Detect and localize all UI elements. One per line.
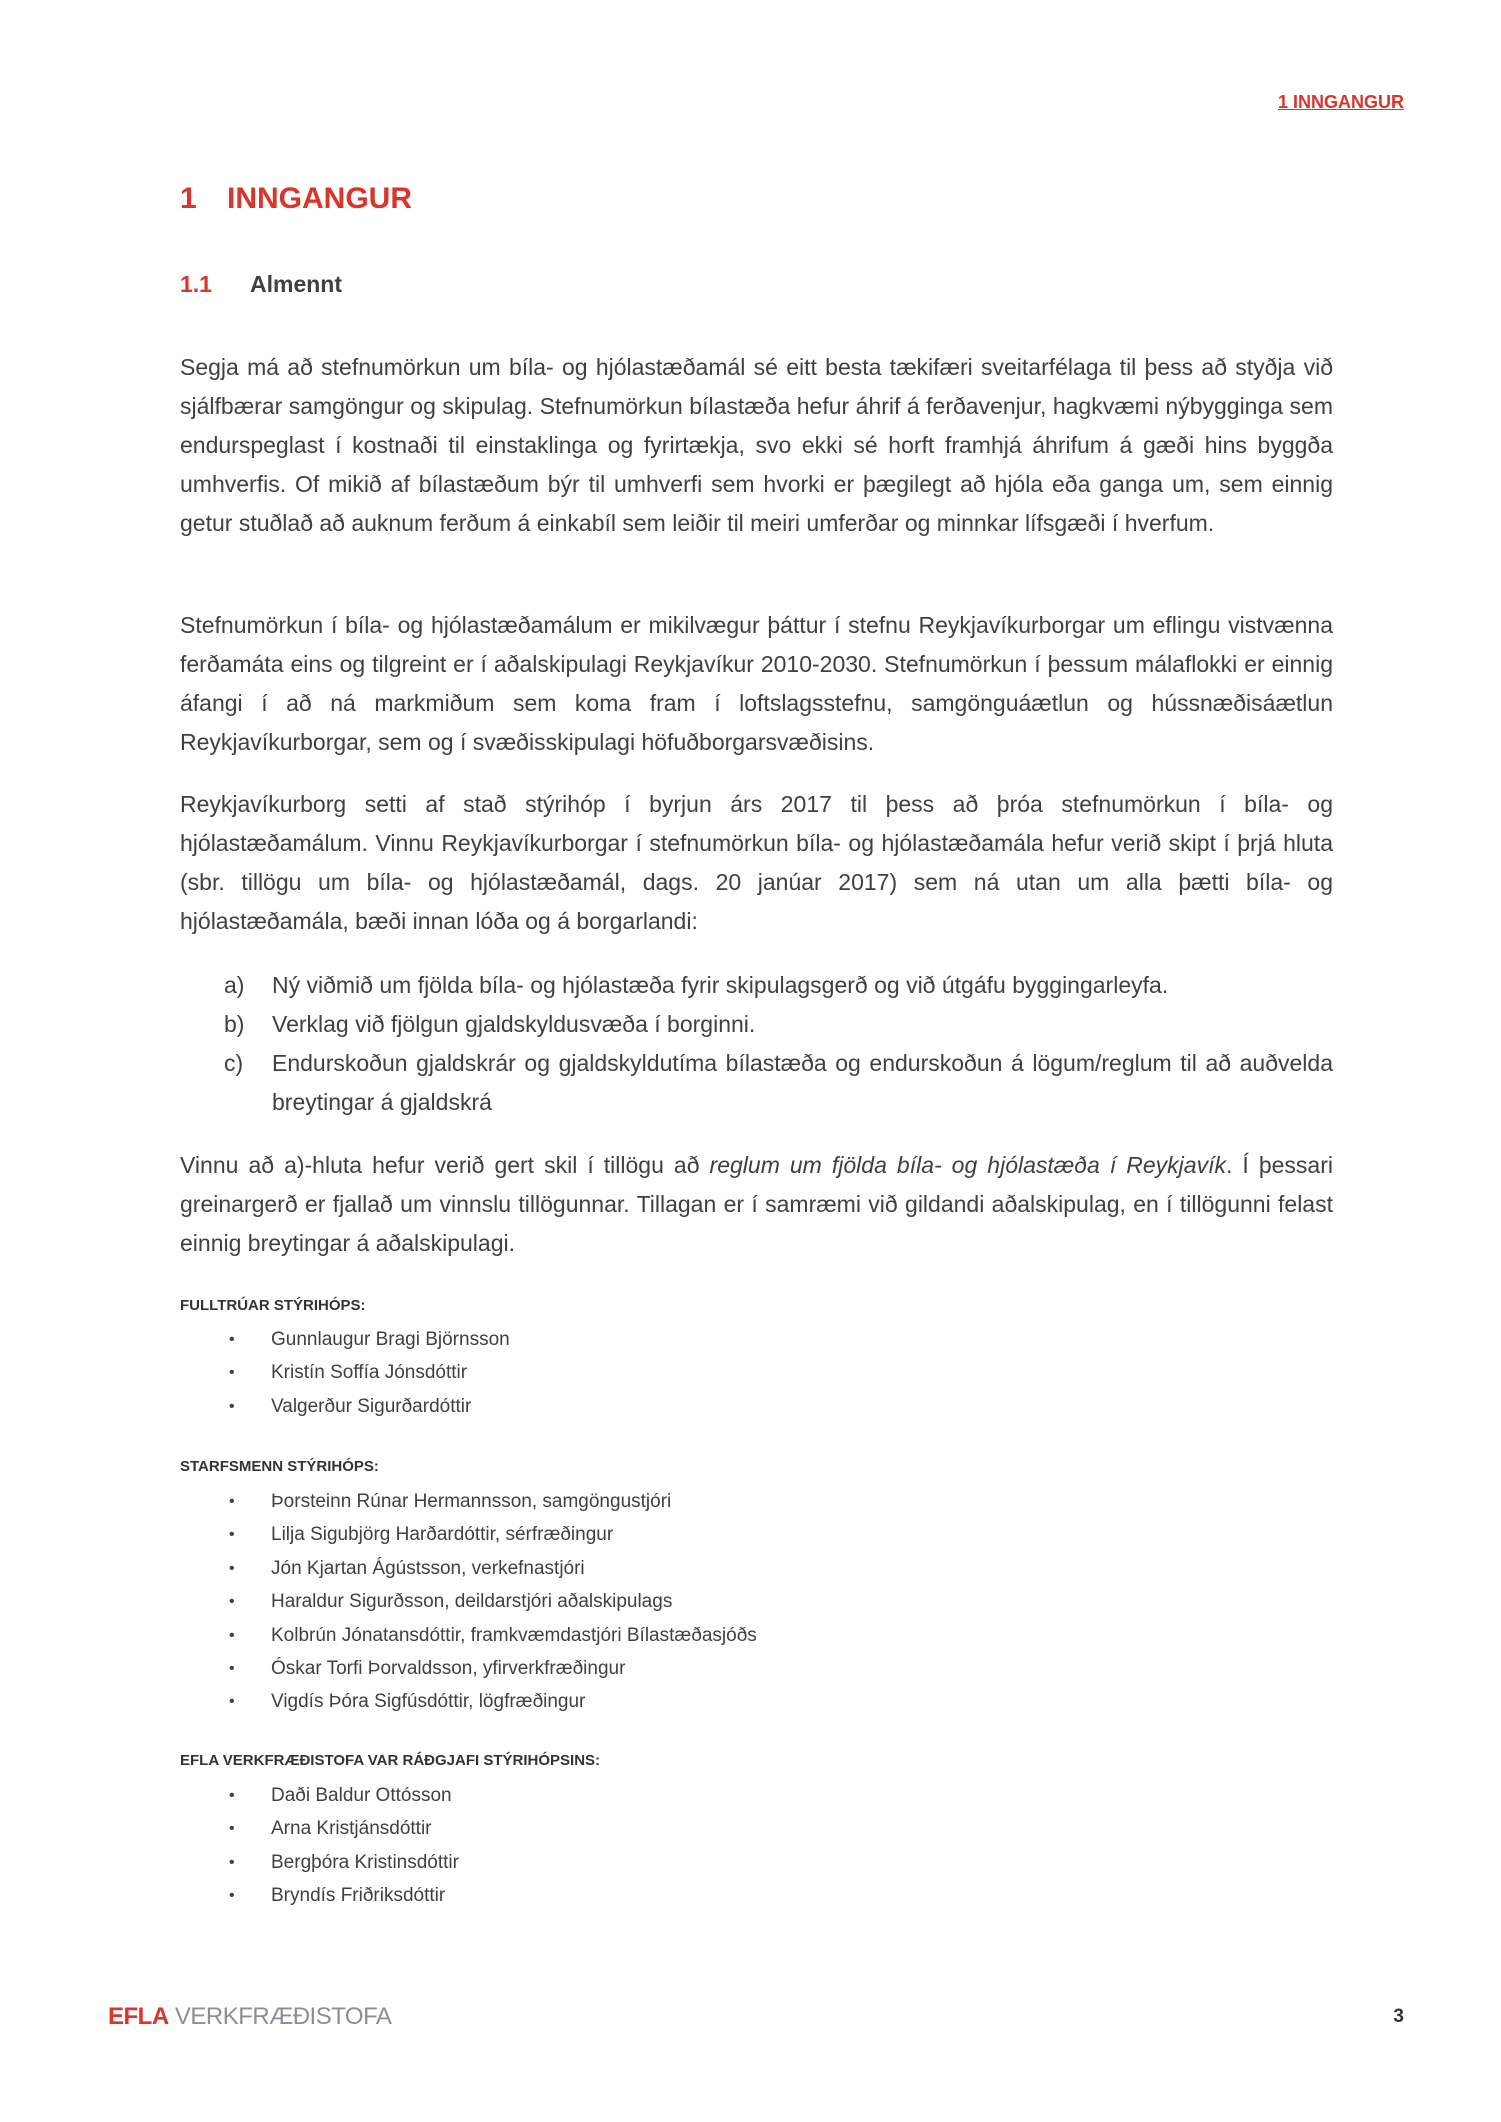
regulation-title: reglum um fjölda bíla- og hjólastæða í Reykjavík bbox=[709, 1152, 1226, 1178]
list-item bbox=[224, 1005, 1333, 1044]
chapter-heading bbox=[180, 182, 412, 216]
member-list bbox=[229, 1323, 510, 1423]
member-item bbox=[229, 1323, 510, 1356]
bullet-icon: • bbox=[229, 1626, 235, 1644]
member-item bbox=[229, 1485, 757, 1518]
list-label: c) bbox=[224, 1050, 244, 1076]
logo-text: VERKFRÆÐISTOFA bbox=[174, 2003, 392, 2030]
member-name: Bryndís Friðriksdóttir bbox=[271, 1885, 446, 1907]
member-name: Daði Baldur Ottósson bbox=[271, 1785, 452, 1806]
member-name: Lilja Sigubjörg Harðardóttir, sérfræðingur bbox=[271, 1524, 614, 1546]
text: . Í þessari greinargerð er fjallað um vinnslu tillögunnar. Tillagan er í samræmi við gildandi aðalskipulag, en í tillögunni felast einnig breytingar á aðalskipulagi. bbox=[180, 1152, 1333, 1256]
member-name: Þorsteinn Rúnar Hermannsson, samgöngustjóri bbox=[271, 1491, 672, 1512]
bullet-icon: • bbox=[229, 1559, 235, 1577]
member-item bbox=[229, 1779, 459, 1812]
bullet-icon: • bbox=[229, 1853, 235, 1871]
group-label: STARFSMENN STÝRIHÓPS: bbox=[180, 1458, 379, 1475]
member-item bbox=[229, 1585, 757, 1618]
paragraph: Segja má að stefnumörkun um bíla- og hjólastæðamál sé eitt besta tækifæri sveitarfélaga til þess að styðja við sjálfbærar samgöngur og skipulag. Stefnumörkun bílastæða hefur áhrif á ferðavenjur, hagkvæmi nýbygginga sem endurspeglast í kostnaði til einstaklinga og fyrirtækja, svo ekki sé horft framhjá áhrifum á gæði hins byggða umhverfis. Of mikið af bílastæðum býr til umhverfi sem hvorki er þægilegt að hjóla eða ganga um, sem einnig getur stuðlað að auknum ferðum á einkabíl sem leiðir til meiri umferðar og minnkar lífsgæði í hverfum. bbox=[180, 354, 1333, 536]
member-item bbox=[229, 1685, 757, 1718]
member-item bbox=[229, 1518, 757, 1551]
bullet-icon: • bbox=[229, 1397, 235, 1415]
list-label: a) bbox=[224, 972, 245, 998]
member-name: Haraldur Sigurðsson, deildarstjóri aðalskipulags bbox=[271, 1591, 673, 1613]
member-name: Kolbrún Jónatansdóttir, framkvæmdastjóri Bílastæðasjóðs bbox=[271, 1624, 757, 1646]
member-item bbox=[229, 1356, 510, 1389]
bullet-icon: • bbox=[229, 1364, 235, 1382]
bullet-icon: • bbox=[229, 1820, 235, 1838]
bullet-icon: • bbox=[229, 1331, 235, 1348]
bullet-icon: • bbox=[229, 1660, 235, 1678]
list-item bbox=[224, 966, 1333, 1005]
member-list bbox=[229, 1779, 459, 1913]
text: Vinnu að a)-hluta hefur verið gert skil í tillögu að bbox=[180, 1152, 710, 1178]
group-label: EFLA VERKFRÆÐISTOFA VAR RÁÐGJAFI STÝRIHÓPSINS: bbox=[180, 1752, 601, 1769]
closing-paragraph bbox=[180, 1146, 1333, 1263]
chapter-number: 1 bbox=[180, 182, 197, 215]
member-name: Gunnlaugur Bragi Björnsson bbox=[271, 1329, 510, 1350]
efla-logo bbox=[108, 2003, 391, 2031]
group-label: FULLTRÚAR STÝRIHÓPS: bbox=[180, 1297, 366, 1314]
section-heading bbox=[180, 271, 342, 298]
member-name: Arna Kristjánsdóttir bbox=[271, 1818, 432, 1840]
bullet-icon: • bbox=[229, 1593, 235, 1611]
chapter-title: INNGANGUR bbox=[227, 182, 412, 215]
list-text: Ný viðmið um fjölda bíla- og hjólastæða fyrir skipulagsgerð og við útgáfu byggingarleyfa. bbox=[272, 972, 1169, 998]
logo-brand: EFLA bbox=[108, 2003, 169, 2030]
member-item bbox=[229, 1390, 510, 1423]
list-text: Verklag við fjölgun gjaldskyldusvæða í borginni. bbox=[272, 1011, 756, 1037]
page-number: 3 bbox=[1393, 2006, 1404, 2027]
section-number: 1.1 bbox=[180, 271, 212, 297]
paragraph: Stefnumörkun í bíla- og hjólastæðamálum er mikilvægur þáttur í stefnu Reykjavíkurborgar um eflingu vistvænna ferðamáta eins og tilgreint er í aðalskipulagi Reykjavíkur 2010-2030. Stefnumörkun í þessum málaflokki er einnig áfangi í að ná markmiðum sem koma fram í loftslagsstefnu, samgönguáætlun og hússnæðisáætlun Reykjavíkurborgar, sem og í svæðisskipulagi höfuðborgarsvæðisins. bbox=[180, 612, 1333, 755]
member-list bbox=[229, 1485, 757, 1719]
section-title: Almennt bbox=[250, 271, 342, 297]
bullet-icon: • bbox=[229, 1526, 235, 1544]
running-header: 1 INNGANGUR bbox=[1277, 92, 1404, 112]
member-name: Jón Kjartan Ágústsson, verkefnastjóri bbox=[271, 1557, 585, 1579]
member-name: Óskar Torfi Þorvaldsson, yfirverkfræðingur bbox=[271, 1658, 626, 1680]
member-item bbox=[229, 1812, 459, 1845]
list-text: Endurskoðun gjaldskrár og gjaldskyldutíma bílastæða og endurskoðun á lögum/reglum til að auðvelda breytingar á gjaldskrá bbox=[272, 1050, 1333, 1115]
member-name: Valgerður Sigurðardóttir bbox=[271, 1395, 472, 1417]
member-item bbox=[229, 1619, 757, 1652]
member-name: Vigdís Þóra Sigfúsdóttir, lögfræðingur bbox=[271, 1691, 586, 1713]
paragraph: Reykjavíkurborg setti af stað stýrihóp í byrjun árs 2017 til þess að þróa stefnumörkun í bíla- og hjólastæðamálum. Vinnu Reykjavíkurborgar í stefnumörkun bíla- og hjólastæðamála hefur verið skipt í þrjá hluta (sbr. tillögu um bíla- og hjólastæðamál, dags. 20 janúar 2017) sem ná utan um alla þætti bíla- og hjólastæðamála, bæði innan lóða og á borgarlandi: bbox=[180, 791, 1333, 934]
bullet-icon: • bbox=[229, 1887, 235, 1905]
member-item bbox=[229, 1846, 459, 1879]
bullet-icon: • bbox=[229, 1693, 235, 1711]
member-name: Kristín Soffía Jónsdóttir bbox=[271, 1362, 468, 1384]
list-label: b) bbox=[224, 1011, 245, 1037]
bullet-icon: • bbox=[229, 1493, 235, 1510]
list-item bbox=[224, 1044, 1333, 1122]
alpha-list bbox=[224, 966, 1333, 1122]
member-name: Bergþóra Kristinsdóttir bbox=[271, 1851, 459, 1873]
member-item bbox=[229, 1879, 459, 1912]
member-item bbox=[229, 1552, 757, 1585]
member-item bbox=[229, 1652, 757, 1685]
bullet-icon: • bbox=[229, 1787, 235, 1804]
